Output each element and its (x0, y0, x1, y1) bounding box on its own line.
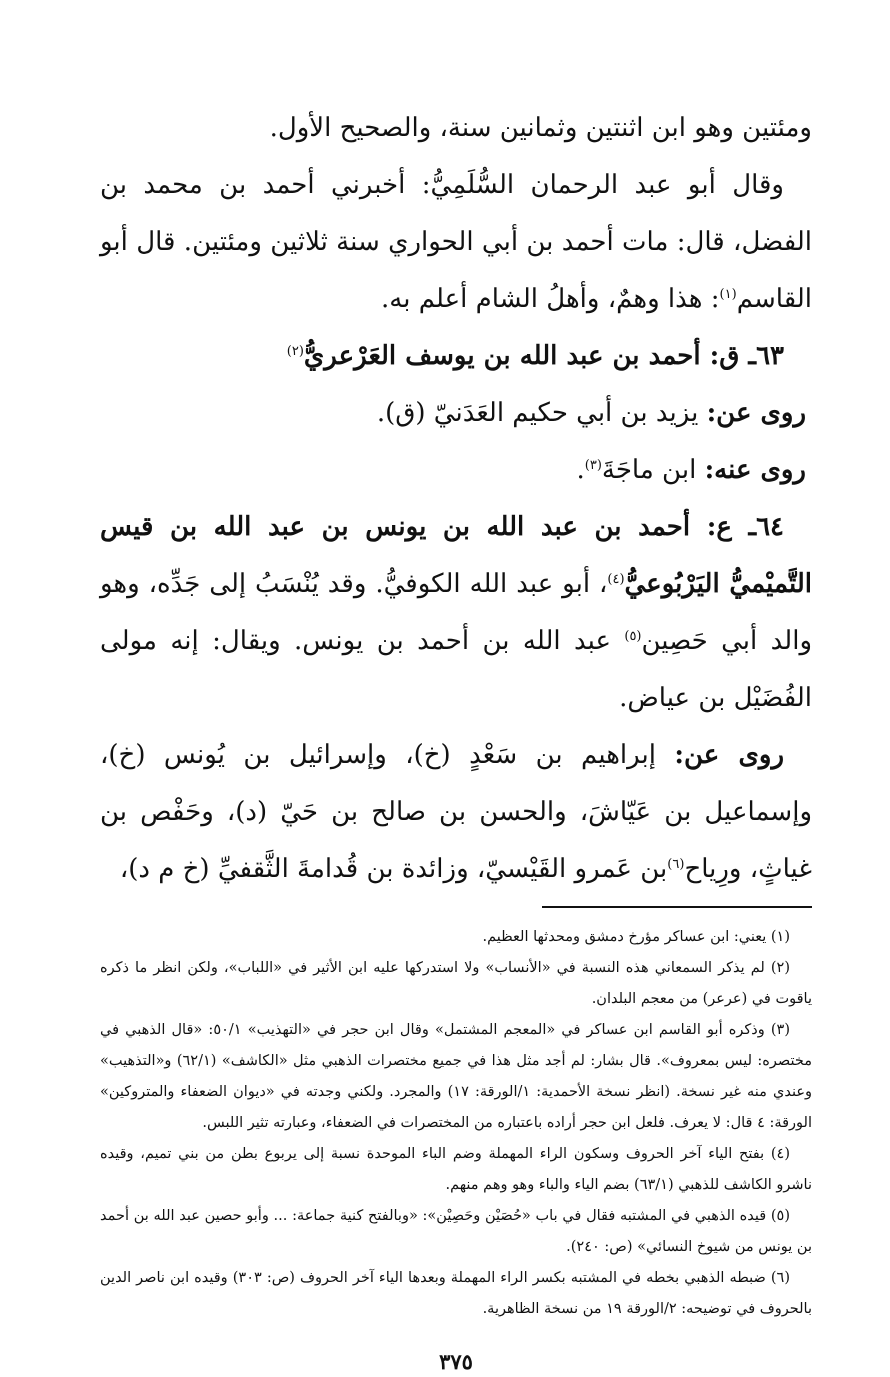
footnote-5: (٥) قيده الذهبي في المشتبه فقال في باب «حُصَيْن وحَصِيْن»: «وبالفتح كنية جماعة: ... وأبو حصين عبد الله بن أحمد بن يونس من شيوخ النسائي» (ص: ٢٤٠). (100, 1208, 812, 1255)
paragraph-continuation: ومئتين وهو ابن اثنتين وثمانين سنة، والصحيح الأول. (269, 113, 812, 143)
entry-63-narrated-by (100, 442, 812, 499)
footnotes (100, 922, 812, 1325)
footnote-separator (542, 906, 812, 908)
book-page (100, 100, 812, 1377)
entry-64-text: عبد الله بن أحمد بن يونس. ويقال: إنه مولى الفُضَيْل بن عياض. (100, 626, 812, 713)
page-number: ٣٧٥ (439, 1349, 473, 1374)
main-text (100, 100, 812, 898)
footnote-6: (٦) ضبطه الذهبي بخطه في المشتبه بكسر الراء المهملة وبعدها الياء آخر الحروف (ص: ٣٠٣) وقيده ابن ناصر الدين بالحروف في توضيحه: ٢/الورقة ١٩ من نسخة الظاهرية. (100, 1270, 812, 1317)
narrated-by-end: . (576, 455, 585, 485)
entry-63-title: ٦٣ـ ق: أحمد بن عبد الله بن يوسف العَرْعريُّ (303, 341, 784, 371)
entry-63-narrated-from (100, 385, 812, 442)
narrated-from-label: روى عن: (674, 740, 785, 770)
footnote-2: (٢) لم يذكر السمعاني هذه النسبة في «الأنساب» ولا استدركها عليه ابن الأثير في «اللباب»، ولكن انظر ما ذكره ياقوت في (عرعر) من معجم البلدان. (100, 960, 812, 1007)
entry-64-text: ، أبو عبد الله الكوفيُّ. وقد يُنْسَبُ إلى جَدِّه، وهو والد أبي حَصِين (100, 569, 813, 656)
paragraph-text: وقال أبو عبد الرحمان السُّلَمِيُّ: أخبرني أحمد بن محمد بن الفضل، قال: مات أحمد بن أبي الحواري سنة ثلاثين ومئتين. قال أبو القاسم (100, 170, 812, 314)
narrated-from-text: بن عَمرو القَيْسيّ، وزائدة بن قُدامةَ الثَّقفيِّ (خ م د)، (119, 854, 668, 884)
footnote-ref-5[interactable]: (٥) (624, 629, 642, 644)
narrated-by-label: روى عنه: (704, 455, 806, 485)
entry-64-narrated-from (100, 727, 812, 898)
entry-63-heading (100, 328, 812, 385)
footnote-3: (٣) وذكره أبو القاسم ابن عساكر في «المعجم المشتمل» وقال ابن حجر في «التهذيب» ٥٠/١: «قال الذهبي في مختصره: ليس بمعروف». قال بشار: لم أجد مثل هذا في جميع مختصرات الذهبي مثل «الكاشف» (٦٢/١) و«التذهيب» وعندي منه غير نسخة. (انظر نسخة الأحمدية: ١/الورقة: ١٧) والمجرد. ولكني وجدته في «ديوان الضعفاء والمتروكين» الورقة: ٤ قال: لا يعرف. فلعل ابن حجر أراده باعتباره من المختصرات في الضعفاء، وعبارته تثير اللبس. (100, 1022, 812, 1131)
narrated-from-label: روى عن: (706, 398, 806, 428)
entry-64-heading (100, 499, 812, 727)
footnote-ref-3[interactable]: (٣) (584, 458, 602, 473)
entry-64-title: ٦٤ـ ع: أحمد بن عبد الله بن يونس بن عبد الله بن قيس التَّميْميُّ اليَرْبُوعيُّ (100, 512, 812, 599)
paragraph-text: : هذا وهمٌ، وأهلُ الشام أعلم به. (381, 284, 720, 314)
footnote-ref-2[interactable]: (٢) (286, 344, 304, 359)
narrated-from-text: يزيد بن أبي حكيم العَدَنيّ (ق). (376, 398, 699, 428)
footnote-ref-6[interactable]: (٦) (667, 857, 685, 872)
footnote-ref-1[interactable]: (١) (719, 287, 737, 302)
narrated-from-text: إبراهيم بن سَعْدٍ (خ)، وإسرائيل بن يُونس (خ)، وإسماعيل بن عَيّاشَ، والحسن بن صالح بن حَيّ (د)، وحَفْص بن غياثٍ، ورِياح (100, 740, 812, 884)
paragraph-sulami-quote (100, 157, 812, 328)
footnote-ref-4[interactable]: (٤) (607, 572, 625, 587)
narrated-by-text: ابن ماجَةَ (601, 455, 697, 485)
footnote-4: (٤) بفتح الياء آخر الحروف وسكون الراء المهملة وضم الباء الموحدة نسبة إلى يربوع بطن من بني تميم، وقيده ناشرو الكاشف للذهبي (٦٣/١) بضم الياء والباء وهو وهم منهم. (100, 1146, 812, 1193)
footnote-1: (١) يعني: ابن عساكر مؤرخ دمشق ومحدثها العظيم. (482, 929, 790, 945)
